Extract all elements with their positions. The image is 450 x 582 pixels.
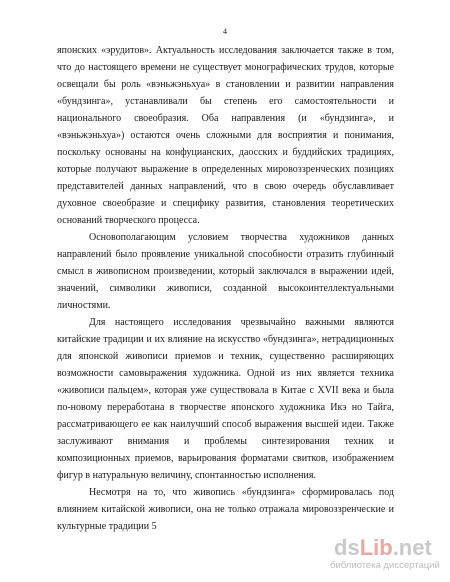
- dslib-watermark: [330, 535, 444, 576]
- watermark-subtitle: библиотека диссертаций: [330, 560, 440, 571]
- dslib-logo: [334, 536, 432, 560]
- paragraph: японских «эрудитов». Актуальность исследования заключается также в том, что до настоящего времени не существует монографических трудов, которые освещали бы роль «вэньжэньхуа» в становлении и развитии направления «бундзинга», устанавливали бы степень его самостоятельности и национального своеобразия. Оба направления (и «бундзинга», и «вэньжэньхуа») остаются очень сложными для восприятия и понимания, поскольку основаны на конфуцианских, даосских и буддийских традициях, которые получают выражение в определенных мировоззренческих позициях представителей данных направлений, что в свою очередь обуславливает духовное своеобразие и специфику развития, становления теоретических оснований творческого процесса.: [57, 45, 394, 226]
- logo-lib: Lib: [359, 535, 393, 560]
- document-body: [57, 42, 394, 535]
- paragraph: Основополагающим условием творчества художников данных направлений было проявление уникальной способности отразить глубинный смысл в живописном произведении, который заключался в выражении идей, значений, символики живописи, созданной высокоинтеллектуальными личностями.: [57, 232, 394, 311]
- logo-net: .net: [392, 535, 432, 560]
- paragraph: Несмотря на то, что живопись «бундзинга» сформировалась под влиянием китайской живописи, она не только отражала мировоззренческие и культурные традиции 5: [57, 487, 394, 532]
- logo-ds: ds: [334, 535, 360, 560]
- paragraph: Для настоящего исследования чрезвычайно важными являются китайские традиции и их влияние на искусство «бундзинга», нетрадиционных для японской живописи приемов и техник, существенно расширяющих возможности самовыражения художника. Одной из них является техника «живописи пальцем», которая уже существовала в Китае с XVII века и была по-новому переработана в творчестве японского художника Икэ но Тайга, рассматривающего ее как наилучший способ выражения высшей идеи. Также заслуживают внимания и проблемы синтезирования техник и композиционных приемов, варьирования форматами свитков, изображением фигур в натуральную величину, спонтанностью исполнения.: [57, 317, 394, 481]
- page-number: 4: [223, 27, 227, 36]
